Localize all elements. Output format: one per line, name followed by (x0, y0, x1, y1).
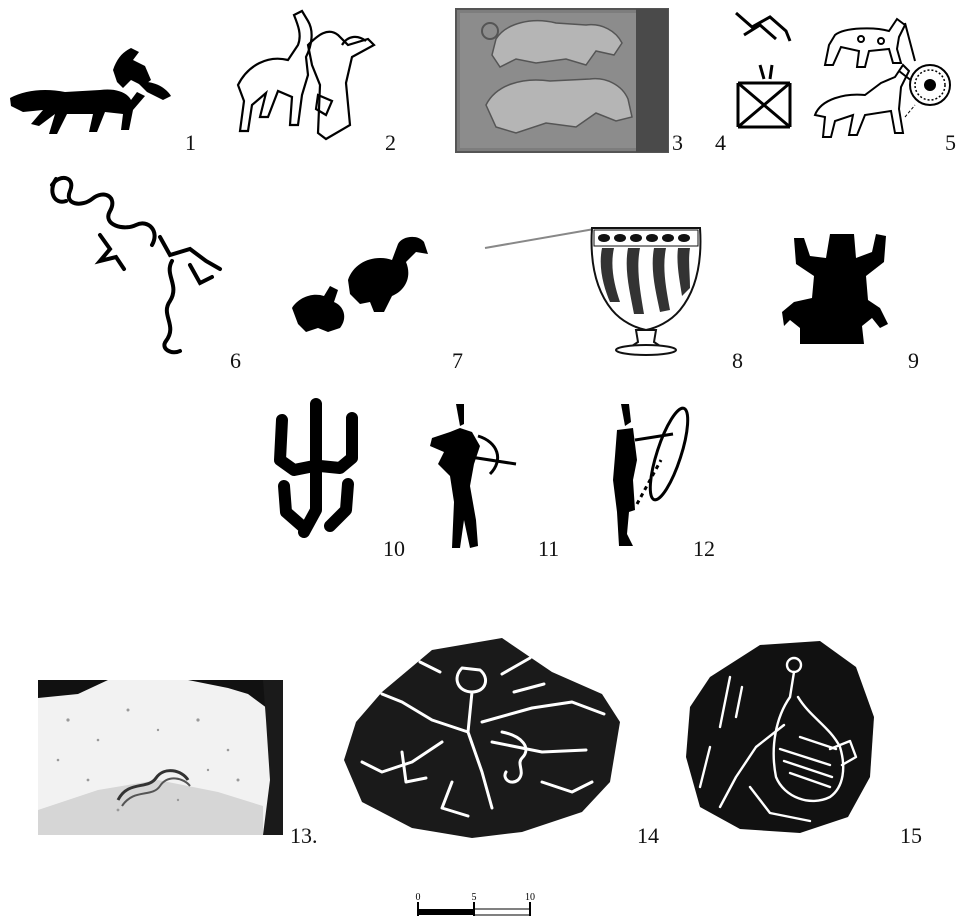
figure-number-8: 8 (732, 348, 743, 373)
figure-number-12: 12 (693, 536, 715, 561)
trident-shaped-anthropomorph-icon (268, 390, 368, 540)
archer-figure-icon (420, 402, 520, 552)
rock-art-small-quadrupeds-icon (730, 5, 800, 130)
figure-number-6: 6 (230, 348, 241, 373)
figure-number-3: 3 (672, 130, 683, 155)
rock-art-quadruped-with-rider-icon (5, 30, 175, 140)
scale-tick-5: 5 (471, 892, 477, 903)
figure-number-5: 5 (945, 130, 956, 155)
scale-tick-10: 10 (525, 892, 535, 903)
rock-art-horse-with-sun-disc-icon (805, 5, 955, 140)
rock-art-serpentine-composition-icon (40, 165, 230, 360)
figure-number-13: 13. (290, 823, 318, 848)
figure-number-2: 2 (385, 130, 396, 155)
rock-art-two-birds-icon (288, 232, 433, 342)
figure-number-15: 15 (900, 823, 922, 848)
rock-art-horse-and-human-figure-icon (228, 5, 378, 145)
frog-shaped-anthropomorph-icon (780, 228, 900, 348)
figure-number-14: 14 (637, 823, 659, 848)
figure-number-9: 9 (908, 348, 919, 373)
figure-number-4: 4 (715, 130, 726, 155)
painted-goblet-vessel-icon (480, 218, 715, 363)
figure-number-11: 11 (538, 536, 560, 561)
scale-bar (410, 890, 540, 920)
archer-with-bow-icon (605, 400, 695, 550)
engraved-stone-bird-tracing-icon (680, 637, 880, 835)
stone-relief-two-animals-icon (456, 9, 668, 152)
figure-number-10: 10 (383, 536, 405, 561)
engraved-rock-serpent-photo-icon (38, 680, 283, 835)
engraved-stone-tracing-icon (342, 632, 624, 840)
figure-number-1: 1 (185, 130, 196, 155)
scale-tick-0: 0 (415, 892, 421, 903)
figure-number-7: 7 (452, 348, 463, 373)
